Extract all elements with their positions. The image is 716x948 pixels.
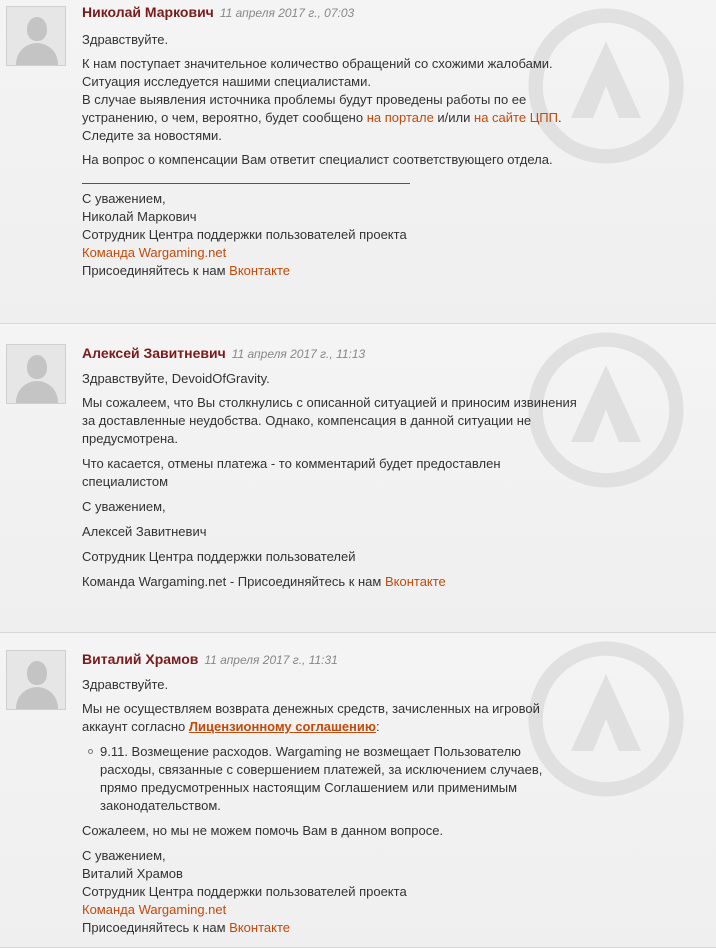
body-line: устранению, о чем, вероятно, будет сообщено на портале и/или на сайте ЦПП.	[82, 110, 562, 125]
greeting: Здравствуйте.	[82, 32, 169, 47]
signature-join: Присоединяйтесь к нам Вконтакте	[82, 920, 290, 935]
signature-name: Алексей Завитневич	[82, 524, 207, 539]
license-agreement-link[interactable]: Лицензионному соглашению	[188, 719, 376, 734]
author-name[interactable]: Николай Маркович	[82, 4, 214, 20]
signature-regards: С уважением,	[82, 848, 166, 863]
body-line: специалистом	[82, 474, 169, 489]
signature-regards: С уважением,	[82, 499, 166, 514]
comment	[0, 324, 716, 633]
body-paragraph: Сожалеем, но мы не можем помочь Вам в данном вопросе.	[82, 823, 444, 838]
body-line: Мы не осуществляем возврата денежных средств, зачисленных на игровой	[82, 701, 540, 716]
signature-join: Команда Wargaming.net - Присоединяйтесь к нам Вконтакте	[82, 574, 446, 589]
vk-link[interactable]: Вконтакте	[384, 574, 446, 589]
body-line: аккаунт согласно Лицензионному соглашению:	[82, 719, 380, 734]
body-line: К нам поступает значительное количество обращений со схожими жалобами.	[82, 56, 553, 71]
signature-role: Сотрудник Центра поддержки пользователей проекта	[82, 227, 407, 242]
vk-link[interactable]: Вконтакте	[229, 920, 290, 935]
body-line: Следите за новостями.	[82, 128, 222, 143]
team-link[interactable]: Команда Wargaming.net	[82, 245, 227, 260]
greeting: Здравствуйте, DevoidOfGravity.	[82, 371, 270, 386]
signature-join: Присоединяйтесь к нам Вконтакте	[82, 263, 290, 278]
signature-role: Сотрудник Центра поддержки пользователей	[82, 549, 356, 564]
user-avatar-icon[interactable]	[6, 650, 66, 710]
signature-regards: С уважением,	[82, 191, 166, 206]
vk-link[interactable]: Вконтакте	[229, 263, 290, 278]
list-item: 9.11. Возмещение расходов. Wargaming не возмещает Пользователю расходы, связанные с совершением платежей, за исключением случаев, прямо предусмотренных настоящим Соглашением или применимым законодательством.	[100, 743, 682, 815]
comment-date: 11 апреля 2017 г., 11:13	[231, 347, 366, 361]
author-name[interactable]: Алексей Завитневич	[82, 345, 226, 361]
quote-list	[82, 743, 682, 815]
author-name[interactable]: Виталий Храмов	[82, 651, 199, 667]
signature-name: Виталий Храмов	[82, 866, 183, 881]
body-line: Что касается, отмены платежа - то комментарий будет предоставлен	[82, 456, 501, 471]
body-line: Ситуация исследуется нашими специалистами.	[82, 74, 371, 89]
body-paragraph: На вопрос о компенсации Вам ответит специалист соответствующего отдела.	[82, 152, 553, 167]
signature-divider	[82, 183, 410, 184]
body-line: Мы сожалеем, что Вы столкнулись с описанной ситуацией и приносим извинения	[82, 395, 577, 410]
signature-name: Николай Маркович	[82, 209, 197, 224]
support-site-link[interactable]: на сайте ЦПП	[474, 110, 558, 125]
greeting: Здравствуйте.	[82, 677, 169, 692]
body-line: за доставленные неудобства. Однако, компенсация в данной ситуации не	[82, 413, 532, 428]
portal-link[interactable]: на портале	[366, 110, 434, 125]
user-avatar-icon[interactable]	[6, 344, 66, 404]
user-avatar-icon[interactable]	[6, 6, 66, 66]
comment-date: 11 апреля 2017 г., 07:03	[219, 6, 355, 20]
body-line: В случае выявления источника проблемы будут проведены работы по ее	[82, 92, 527, 107]
bullet-icon	[88, 749, 93, 754]
signature-role: Сотрудник Центра поддержки пользователей проекта	[82, 884, 407, 899]
comment-date: 11 апреля 2017 г., 11:31	[204, 653, 338, 667]
comment	[0, 633, 716, 948]
comment	[0, 0, 716, 324]
team-link[interactable]: Команда Wargaming.net	[82, 902, 227, 917]
body-line: предусмотрена.	[82, 431, 178, 446]
